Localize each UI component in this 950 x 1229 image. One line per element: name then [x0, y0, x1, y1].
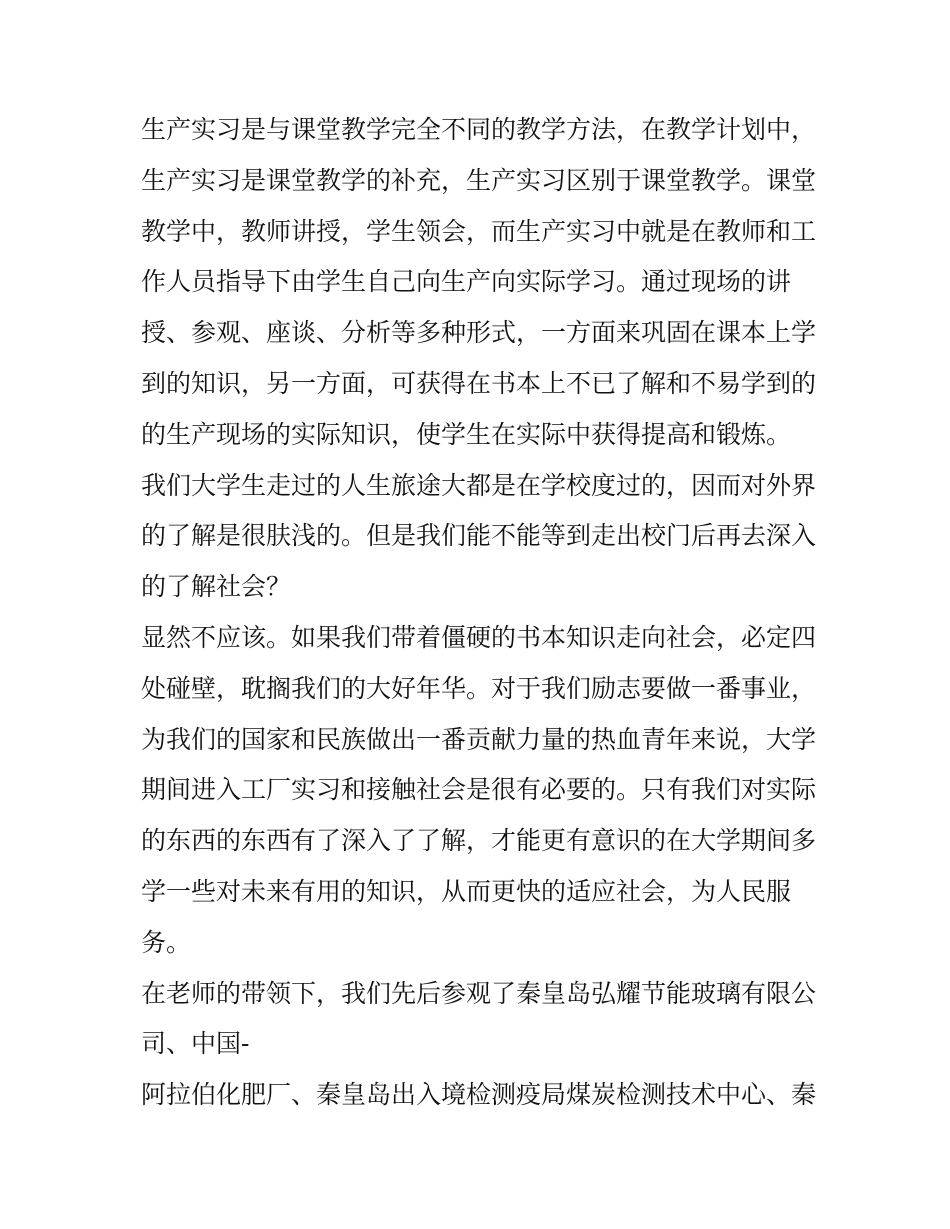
text-line: 的了解社会？	[141, 572, 292, 602]
text-line: 期间进入工厂实习和接触社会是很有必要的。只有我们对实际	[141, 775, 817, 805]
text-line: 显然不应该。如果我们带着僵硬的书本知识走向社会，必定四	[141, 622, 817, 652]
text-line: 到的知识，另一方面，可获得在书本上不已了解和不易学到的	[141, 368, 817, 398]
text-line: 授、参观、座谈、分析等多种形式，一方面来巩固在课本上学	[141, 318, 817, 348]
text-line: 我们大学生走过的人生旅途大都是在学校度过的，因而对外界	[141, 470, 817, 500]
text-line: 为我们的国家和民族做出一番贡献力量的热血青年来说，大学	[141, 724, 817, 754]
text-line: 在老师的带领下，我们先后参观了秦皇岛弘耀节能玻璃有限公	[141, 978, 817, 1008]
document-body	[141, 105, 821, 1121]
text-line: 司、中国-	[141, 1029, 250, 1059]
text-line: 学一些对未来有用的知识，从而更快的适应社会，为人民服	[141, 876, 792, 906]
text-line: 的东西的东西有了深入了了解，才能更有意识的在大学期间多	[141, 826, 817, 856]
text-line: 务。	[141, 927, 192, 957]
text-line: 的了解是很肤浅的。但是我们能不能等到走出校门后再去深入	[141, 521, 817, 551]
text-line: 生产实习是课堂教学的补充，生产实习区别于课堂教学。课堂	[141, 165, 817, 195]
text-line: 作人员指导下由学生自己向生产向实际学习。通过现场的讲	[141, 267, 792, 297]
text-line: 生产实习是与课堂教学完全不同的教学方法，在教学计划中，	[141, 115, 817, 144]
text-line: 阿拉伯化肥厂、秦皇岛出入境检测疫局煤炭检测技术中心、秦	[141, 1080, 817, 1110]
text-line: 教学中，教师讲授，学生领会，而生产实习中就是在教师和工	[141, 216, 817, 246]
text-line: 处碰壁，耽搁我们的大好年华。对于我们励志要做一番事业，	[141, 673, 817, 703]
text-line: 的生产现场的实际知识，使学生在实际中获得提高和锻炼。	[141, 419, 792, 449]
